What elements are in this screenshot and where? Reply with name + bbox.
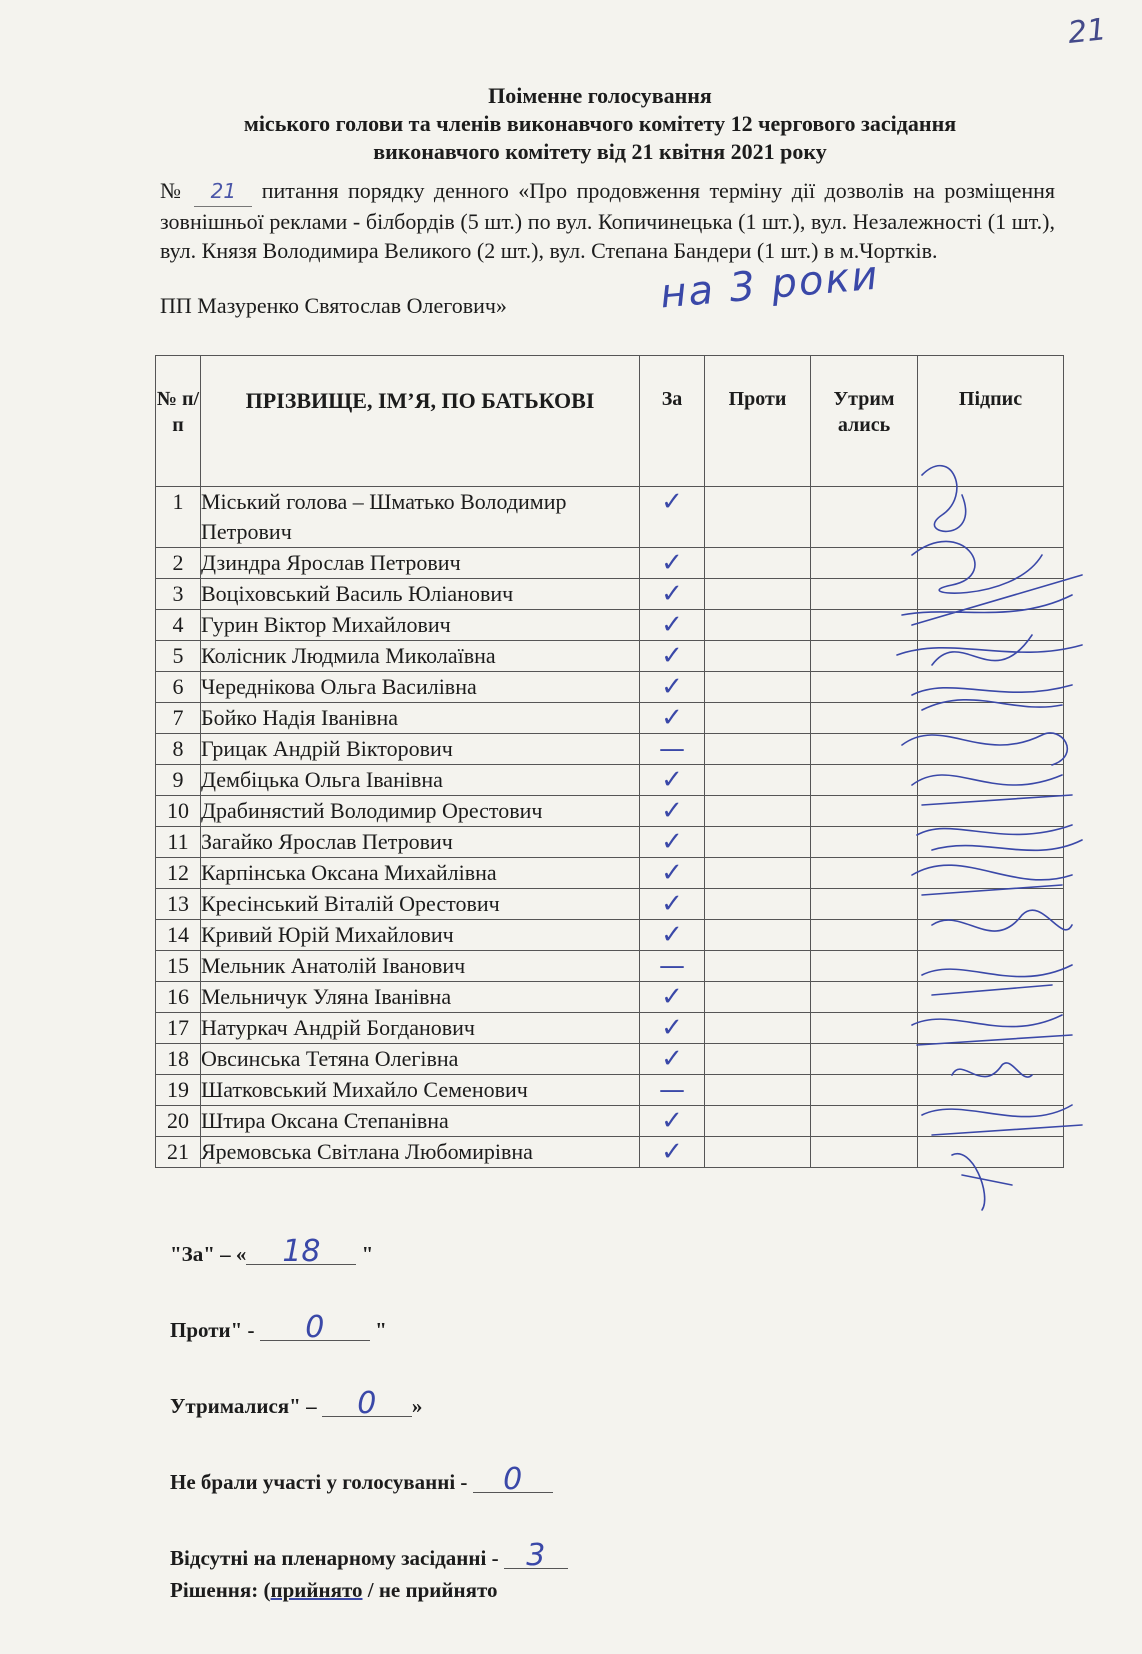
vote-against-cell [705, 641, 811, 672]
row-number: 12 [156, 858, 201, 889]
question-text: питання порядку денного «Про продовження терміну дії дозволів на розміщення зовнішньої реклами - білбордів (5 шт.) по вул. Копичинецька (1 шт.), вул. Незалежності (1 шт.), вул. Князя Володимира Великого (2 шт.), вул. Степана Бандери (1 шт.) в м.Чортків. [160, 178, 1055, 263]
vote-mark: ✓ [661, 1106, 683, 1136]
member-name: Натуркач Андрій Богданович [201, 1013, 640, 1044]
vote-abstained-cell [811, 579, 918, 610]
row-number: 15 [156, 951, 201, 982]
signature-cell [918, 1106, 1064, 1137]
table-row [156, 641, 1064, 672]
signature-cell [918, 734, 1064, 765]
vote-abstained-cell [811, 487, 918, 548]
row-number: 20 [156, 1106, 201, 1137]
row-number: 2 [156, 548, 201, 579]
table-row [156, 1075, 1064, 1106]
signature-cell [918, 765, 1064, 796]
row-number: 16 [156, 982, 201, 1013]
vote-against-cell [705, 796, 811, 827]
signature-cell [918, 827, 1064, 858]
heading-line-1: Поіменне голосування [488, 83, 712, 108]
vote-against-cell [705, 672, 811, 703]
row-number: 19 [156, 1075, 201, 1106]
vote-mark: ✓ [661, 796, 683, 826]
signature-cell [918, 548, 1064, 579]
vote-mark: — [659, 734, 685, 764]
total-abstained-label: Утрималися" – [170, 1394, 322, 1418]
member-name: Драбинястий Володимир Орестович [201, 796, 640, 827]
total-not-voted [170, 1462, 568, 1498]
row-number: 17 [156, 1013, 201, 1044]
member-name: Мельник Анатолій Іванович [201, 951, 640, 982]
table-row [156, 1013, 1064, 1044]
vote-mark: ✓ [661, 827, 683, 857]
row-number: 14 [156, 920, 201, 951]
vote-for-cell [640, 765, 705, 796]
vote-mark: ✓ [661, 1044, 683, 1074]
vote-abstained-cell [811, 1075, 918, 1106]
vote-against-cell [705, 1013, 811, 1044]
vote-mark: ✓ [661, 703, 683, 733]
signature-cell [918, 1137, 1064, 1168]
signature-cell [918, 641, 1064, 672]
row-number: 13 [156, 889, 201, 920]
heading-line-3: виконавчого комітету від 21 квітня 2021 року [373, 139, 827, 164]
vote-against-cell [705, 858, 811, 889]
signature-cell [918, 982, 1064, 1013]
member-name: Дзиндра Ярослав Петрович [201, 548, 640, 579]
vote-against-cell [705, 920, 811, 951]
vote-mark: ✓ [661, 1013, 683, 1043]
header-name: ПРІЗВИЩЕ, ІМ’Я, ПО БАТЬКОВІ [201, 356, 640, 487]
decision [170, 1578, 568, 1608]
header-against: Проти [705, 356, 811, 487]
table-header-row [156, 356, 1064, 487]
signature-cell [918, 703, 1064, 734]
table-row [156, 858, 1064, 889]
signature-cell [918, 610, 1064, 641]
vote-mark: ✓ [661, 765, 683, 795]
vote-for-cell [640, 1075, 705, 1106]
vote-against-cell [705, 827, 811, 858]
vote-for-cell [640, 610, 705, 641]
table-row [156, 889, 1064, 920]
table-row [156, 734, 1064, 765]
vote-against-cell [705, 1075, 811, 1106]
row-number: 9 [156, 765, 201, 796]
total-absent [170, 1538, 568, 1574]
row-number: 1 [156, 487, 201, 548]
row-number: 5 [156, 641, 201, 672]
vote-abstained-cell [811, 796, 918, 827]
vote-against-cell [705, 548, 811, 579]
vote-against-cell [705, 765, 811, 796]
vote-against-cell [705, 703, 811, 734]
decision-rest: / не прийнято [362, 1578, 498, 1602]
vote-for-cell [640, 796, 705, 827]
vote-for-cell [640, 1044, 705, 1075]
member-name: Бойко Надія Іванівна [201, 703, 640, 734]
row-number: 10 [156, 796, 201, 827]
signature-cell [918, 796, 1064, 827]
member-name: Кривий Юрій Михайлович [201, 920, 640, 951]
header-signature: Підпис [918, 356, 1064, 487]
total-against-value: 0 [260, 1316, 370, 1341]
signature-cell [918, 1013, 1064, 1044]
vote-abstained-cell [811, 1044, 918, 1075]
table-row [156, 1137, 1064, 1168]
vote-against-cell [705, 487, 811, 548]
total-against [170, 1310, 568, 1346]
signature-cell [918, 889, 1064, 920]
total-absent-value: 3 [504, 1544, 568, 1569]
vote-against-cell [705, 982, 811, 1013]
vote-abstained-cell [811, 1013, 918, 1044]
total-abstained-end: » [411, 1394, 423, 1418]
vote-against-cell [705, 734, 811, 765]
vote-for-cell [640, 548, 705, 579]
row-number: 3 [156, 579, 201, 610]
row-number: 18 [156, 1044, 201, 1075]
total-for-label: "За" – « [170, 1242, 247, 1266]
vote-abstained-cell [811, 982, 918, 1013]
vote-mark: ✓ [661, 672, 683, 702]
handwritten-note: на 3 роки [658, 252, 882, 318]
vote-against-cell [705, 1106, 811, 1137]
table-row [156, 951, 1064, 982]
heading-line-2: міського голови та членів виконавчого комітету 12 чергового засідання [243, 111, 957, 136]
vote-for-cell [640, 641, 705, 672]
vote-against-cell [705, 579, 811, 610]
vote-for-cell [640, 487, 705, 548]
signature-cell [918, 1044, 1064, 1075]
vote-for-cell [640, 982, 705, 1013]
member-name: Воціховський Василь Юліанович [201, 579, 640, 610]
table-row [156, 1044, 1064, 1075]
vote-for-cell [640, 827, 705, 858]
signature-cell [918, 951, 1064, 982]
vote-for-cell [640, 889, 705, 920]
vote-mark: ✓ [661, 610, 683, 640]
table-row [156, 548, 1064, 579]
vote-mark: — [659, 1075, 685, 1105]
member-name: Шатковський Михайло Семенович [201, 1075, 640, 1106]
decision-accepted: прийнято [270, 1578, 363, 1602]
vote-mark: ✓ [661, 641, 683, 671]
vote-mark: ✓ [661, 982, 683, 1012]
row-number: 4 [156, 610, 201, 641]
vote-mark: ✓ [661, 579, 683, 609]
vote-against-cell [705, 1137, 811, 1168]
member-name: Карпінська Оксана Михайлівна [201, 858, 640, 889]
vote-totals [170, 1234, 568, 1654]
total-abstained-value: 0 [322, 1392, 412, 1417]
vote-against-cell [705, 951, 811, 982]
voting-table [155, 355, 1064, 1168]
vote-mark: ✓ [661, 889, 683, 919]
vote-abstained-cell [811, 703, 918, 734]
member-name: Загайко Ярослав Петрович [201, 827, 640, 858]
vote-mark: — [659, 951, 685, 981]
member-name: Мельничук Уляна Іванівна [201, 982, 640, 1013]
vote-abstained-cell [811, 548, 918, 579]
vote-mark: ✓ [661, 487, 683, 517]
voting-table-body [156, 487, 1064, 1168]
total-for-end: " [356, 1242, 374, 1266]
vote-for-cell [640, 703, 705, 734]
total-not-voted-value: 0 [473, 1468, 553, 1493]
total-for-value: 18 [246, 1240, 356, 1265]
vote-for-cell [640, 858, 705, 889]
vote-mark: ✓ [661, 1137, 683, 1167]
row-number: 6 [156, 672, 201, 703]
question-number-handwritten: 21 [194, 177, 252, 207]
vote-for-cell [640, 920, 705, 951]
header-num: № п/п [156, 356, 201, 487]
vote-abstained-cell [811, 1106, 918, 1137]
member-name: Череднікова Ольга Василівна [201, 672, 640, 703]
vote-for-cell [640, 1106, 705, 1137]
signature-cell [918, 1075, 1064, 1106]
table-row [156, 982, 1064, 1013]
vote-abstained-cell [811, 1137, 918, 1168]
vote-against-cell [705, 610, 811, 641]
total-absent-label: Відсутні на пленарному засіданні - [170, 1546, 504, 1570]
vote-against-cell [705, 889, 811, 920]
vote-mark: ✓ [661, 548, 683, 578]
decision-prefix: Рішення: ( [170, 1578, 271, 1602]
vote-for-cell [640, 1013, 705, 1044]
vote-for-cell [640, 1137, 705, 1168]
vote-mark: ✓ [661, 920, 683, 950]
table-row [156, 920, 1064, 951]
table-row [156, 579, 1064, 610]
table-row [156, 487, 1064, 548]
vote-abstained-cell [811, 920, 918, 951]
vote-abstained-cell [811, 889, 918, 920]
vote-abstained-cell [811, 641, 918, 672]
header-for: За [640, 356, 705, 487]
agenda-question [160, 176, 1055, 265]
member-name: Міський голова – Шматько Володимир Петрович [201, 487, 640, 548]
vote-for-cell [640, 579, 705, 610]
member-name: Колісник Людмила Миколаївна [201, 641, 640, 672]
table-row [156, 796, 1064, 827]
header-abstained: Утрим ались [811, 356, 918, 487]
vote-for-cell [640, 951, 705, 982]
member-name: Овсинська Тетяна Олегівна [201, 1044, 640, 1075]
signature-cell [918, 579, 1064, 610]
total-not-voted-label: Не брали участі у голосуванні - [170, 1470, 473, 1494]
member-name: Яремовська Світлана Любомирівна [201, 1137, 640, 1168]
total-against-label: Проти" - [170, 1318, 260, 1342]
vote-abstained-cell [811, 765, 918, 796]
vote-abstained-cell [811, 734, 918, 765]
vote-against-cell [705, 1044, 811, 1075]
row-number: 8 [156, 734, 201, 765]
vote-abstained-cell [811, 951, 918, 982]
row-number: 7 [156, 703, 201, 734]
question-no-label: № [160, 178, 185, 203]
total-against-end: " [369, 1318, 387, 1342]
member-name: Дембіцька Ольга Іванівна [201, 765, 640, 796]
table-row [156, 765, 1064, 796]
table-row [156, 1106, 1064, 1137]
member-name: Кресінський Віталій Орестович [201, 889, 640, 920]
vote-for-cell [640, 672, 705, 703]
table-row [156, 610, 1064, 641]
vote-mark: ✓ [661, 858, 683, 888]
table-row [156, 703, 1064, 734]
vote-for-cell [640, 734, 705, 765]
member-name: Штира Оксана Степанівна [201, 1106, 640, 1137]
row-number: 21 [156, 1137, 201, 1168]
page-number: 21 [1066, 12, 1108, 51]
total-abstained [170, 1386, 568, 1422]
document-heading [150, 82, 1050, 166]
table-row [156, 827, 1064, 858]
member-name: Гурин Віктор Михайлович [201, 610, 640, 641]
signature-cell [918, 672, 1064, 703]
signature-cell [918, 920, 1064, 951]
table-row [156, 672, 1064, 703]
member-name: Грицак Андрій Вікторович [201, 734, 640, 765]
vote-abstained-cell [811, 827, 918, 858]
vote-abstained-cell [811, 858, 918, 889]
signature-cell [918, 858, 1064, 889]
vote-abstained-cell [811, 610, 918, 641]
applicant: ПП Мазуренко Святослав Олегович» [160, 293, 507, 318]
total-for [170, 1234, 568, 1270]
row-number: 11 [156, 827, 201, 858]
vote-abstained-cell [811, 672, 918, 703]
signature-cell [918, 487, 1064, 548]
